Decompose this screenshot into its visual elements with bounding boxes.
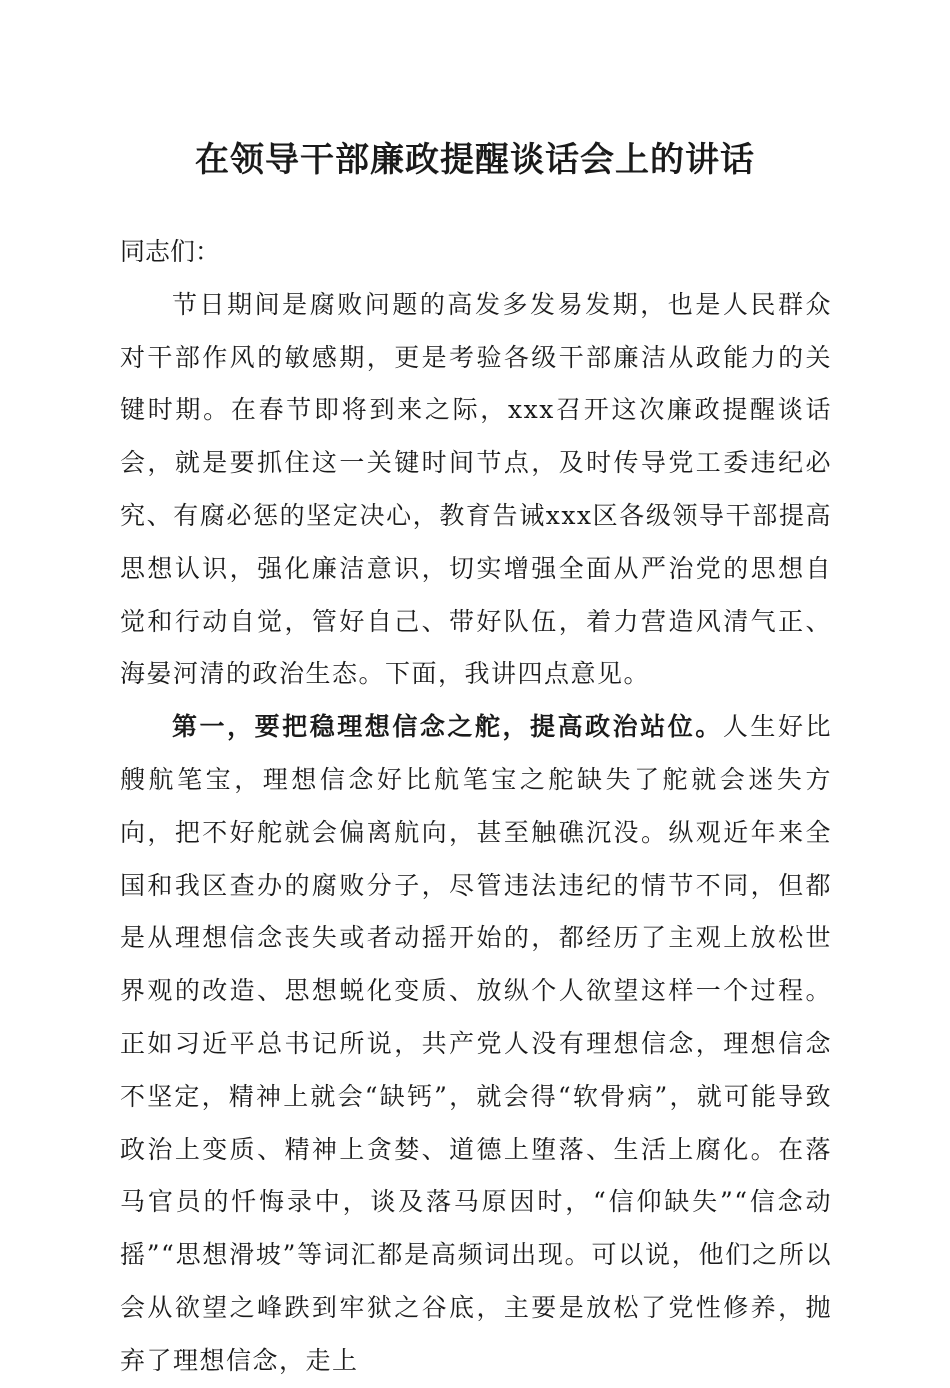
- document-title: 在领导干部廉政提醒谈话会上的讲话: [195, 140, 755, 180]
- paragraph-point-one: [120, 701, 832, 1387]
- salutation: 同志们：: [120, 237, 221, 266]
- paragraph-text: 节日期间是腐败问题的高发多发易发期，也是人民群众对干部作风的敏感期，更是考验各级干部廉洁从政能力的关键时期。在春节即将到来之际，xxx召开这次廉政提醒谈话会，就是要抓住这一关键时间节点，及时传导党工委违纪必究、有腐必惩的坚定决心，教育告诫xxx区各级领导干部提高思想认识，强化廉洁意识，切实增强全面从严治党的思想自觉和行动自觉，管好自己、带好队伍，着力营造风清气正、海晏河清的政治生态。下面，我讲四点意见。: [120, 289, 832, 689]
- paragraph-lead: 第一，要把稳理想信念之舵，提高政治站位。: [172, 712, 723, 742]
- paragraph-intro: [120, 279, 832, 701]
- paragraph-text: 人生好比艘航笔宝，理想信念好比航笔宝之舵缺失了舵就会迷失方向，把不好舵就会偏离航向，甚至触礁沉没。纵观近年来全国和我区查办的腐败分子，尽管违法违纪的情节不同，但都是从理想信念丧失或者动摇开始的，都经历了主观上放松世界观的改造、思想蜕化变质、放纵个人欲望这样一个过程。正如习近平总书记所说，共产党人没有理想信念，理想信念不坚定，精神上就会“缺钙”，就会得“软骨病”，就可能导致政治上变质、精神上贪婪、道德上堕落、生活上腐化。在落马官员的忏悔录中，谈及落马原因时，“信仰缺失”“信念动摇”“思想滑坡”等词汇都是高频词出现。可以说，他们之所以会从欲望之峰跌到牢狱之谷底，主要是放松了党性修养，抛弃了理想信念，走上: [120, 712, 832, 1375]
- document-body: [120, 226, 832, 1388]
